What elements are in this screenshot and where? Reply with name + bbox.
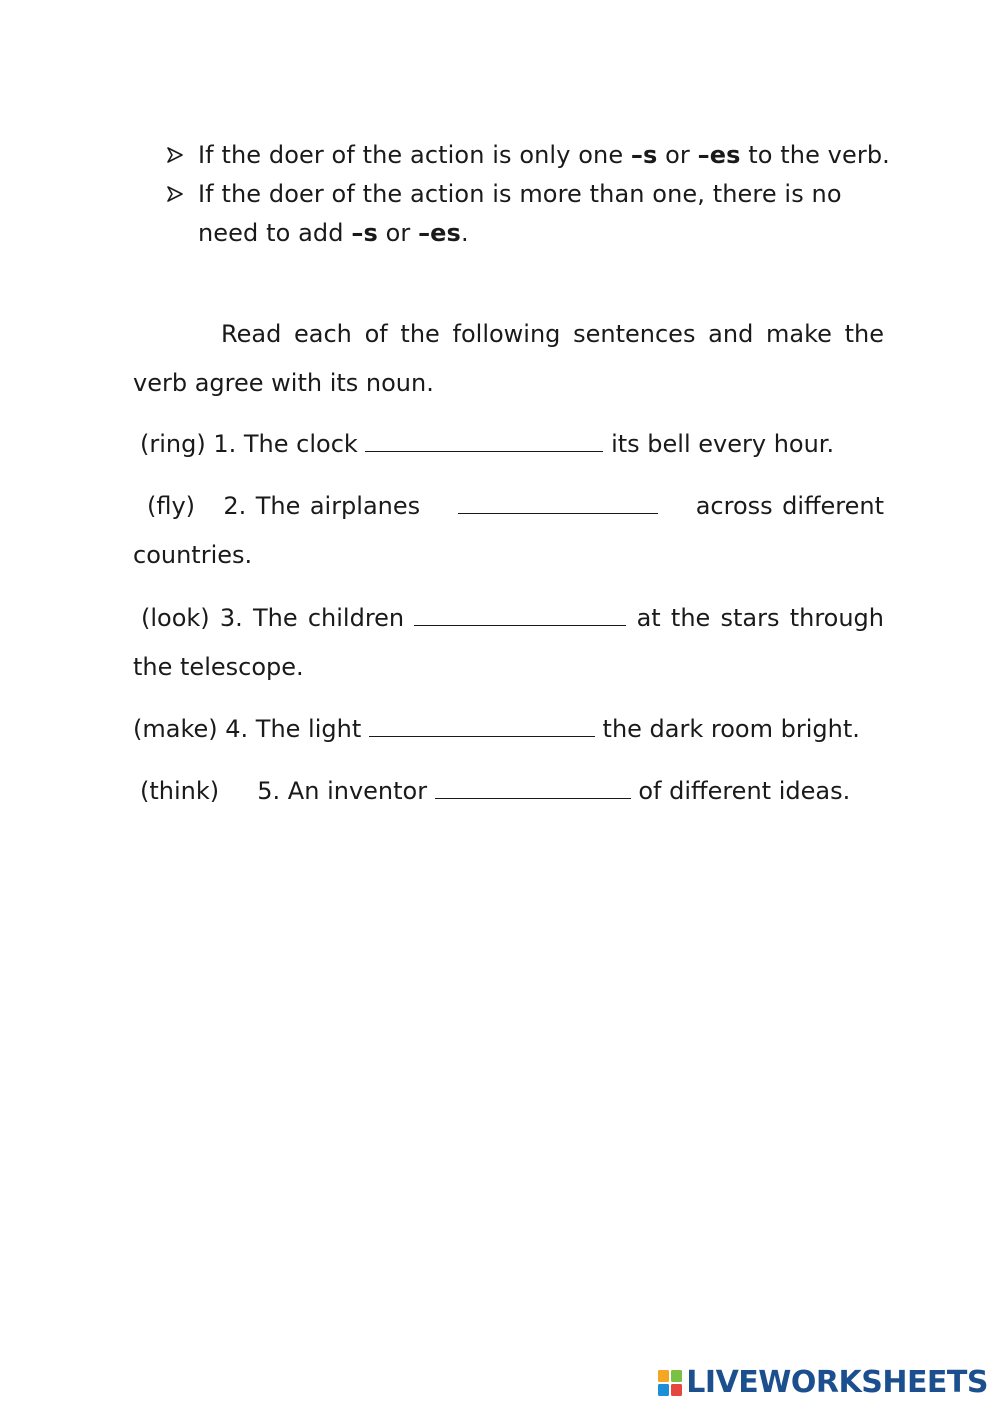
sentence-start: 3. The children — [219, 604, 405, 632]
verb-hint: (ring) — [140, 430, 206, 458]
sentence-end: its bell every hour. — [611, 430, 835, 458]
rule-text: If the doer of the action is only one — [198, 141, 631, 169]
sentence-end: across different countries. — [133, 492, 885, 569]
suffix-s: –s — [630, 141, 658, 169]
exercise-item-2 — [133, 482, 884, 580]
verb-hint: (fly) — [147, 492, 196, 520]
answer-blank-1[interactable] — [365, 429, 603, 452]
rule-item-singular: If the doer of the action is only one –s or –es to the verb. — [166, 136, 896, 175]
verb-hint: (make) — [133, 715, 218, 743]
answer-blank-4[interactable] — [369, 714, 595, 737]
arrow-bullet-icon — [166, 185, 184, 203]
verb-hint: (look) — [141, 604, 210, 632]
sentence-start: 4. The light — [225, 715, 362, 743]
exercise-item-4 — [133, 705, 884, 754]
answer-blank-5[interactable] — [435, 776, 631, 799]
sentence-end: at the stars through the telescope. — [133, 604, 884, 681]
arrow-bullet-icon — [166, 146, 184, 164]
exercise-item-5 — [140, 767, 891, 816]
sentence-start: 2. The airplanes — [223, 492, 421, 520]
answer-blank-2[interactable] — [458, 491, 658, 514]
suffix-es: –es — [418, 219, 461, 247]
instructions: Read each of the following sentences and make the verb agree with its noun. — [133, 320, 884, 397]
exercise-item-1 — [140, 420, 891, 469]
answer-blank-3[interactable] — [414, 603, 626, 626]
liveworksheets-logo — [658, 1365, 988, 1400]
logo-text: LIVEWORKSHEETS — [686, 1365, 988, 1400]
sentence-end: the dark room bright. — [602, 715, 860, 743]
liveworksheets-logo-icon — [658, 1370, 682, 1396]
sentence-start: 5. An inventor — [257, 777, 428, 805]
rule-item-plural: If the doer of the action is more than one, there is no need to add –s or –es. — [166, 175, 896, 253]
verb-hint: (think) — [140, 777, 220, 805]
sentence-start: 1. The clock — [213, 430, 358, 458]
rules-list — [166, 136, 896, 253]
exercise-item-3 — [133, 594, 884, 692]
suffix-s: –s — [351, 219, 378, 247]
sentence-end: of different ideas. — [638, 777, 851, 805]
rule-text: If the doer of the action is more than one, there is no need to add — [198, 180, 842, 247]
suffix-es: –es — [697, 141, 741, 169]
